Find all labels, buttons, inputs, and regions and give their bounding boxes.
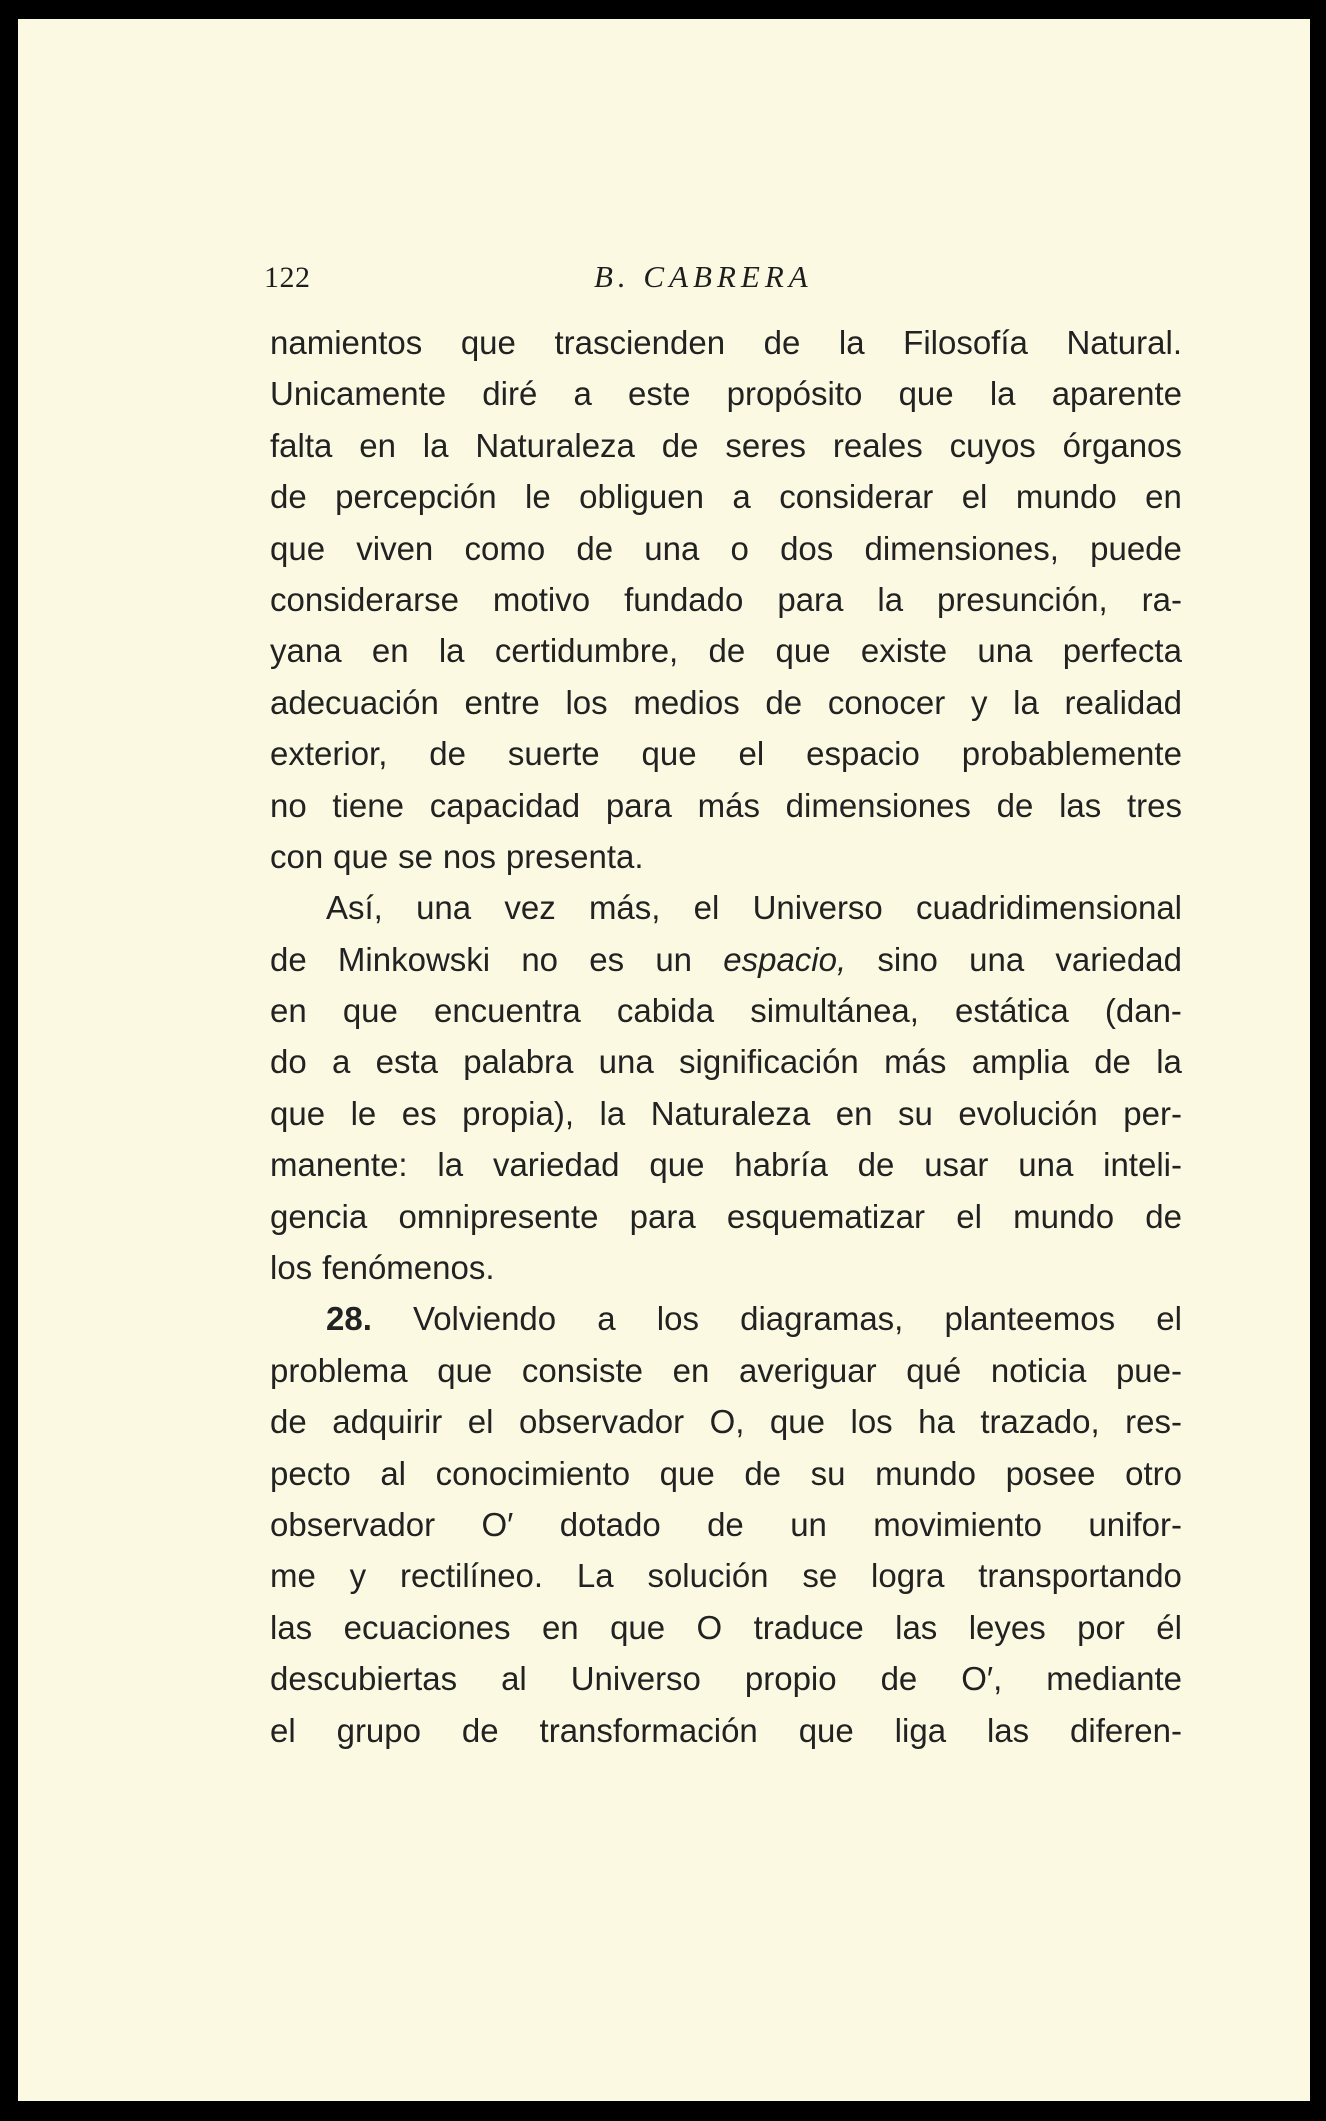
word: suerte <box>507 735 600 773</box>
word: las <box>895 1608 938 1646</box>
word: de <box>1145 1197 1182 1235</box>
word: transportando <box>978 1557 1182 1595</box>
word: Naturaleza <box>650 1094 811 1132</box>
word: espacio <box>806 735 920 773</box>
word: de <box>429 735 467 773</box>
word: problema <box>270 1351 408 1389</box>
word: tiene <box>332 786 404 824</box>
word: otro <box>1125 1454 1182 1492</box>
word: que <box>342 992 398 1030</box>
word: simultánea, <box>750 992 919 1030</box>
word: averiguar <box>738 1351 877 1389</box>
word: trazado, <box>980 1403 1100 1441</box>
word: en <box>371 632 409 670</box>
word: que <box>798 1711 854 1749</box>
text-line <box>270 1293 1182 1344</box>
word: esta <box>375 1043 439 1081</box>
word: Natural. <box>1066 324 1182 361</box>
word: pecto <box>270 1454 351 1492</box>
word: dotado <box>559 1505 661 1543</box>
word: O, <box>709 1403 745 1441</box>
word: de <box>763 324 801 361</box>
word: mundo <box>1013 1197 1115 1235</box>
word: cabida <box>616 992 715 1030</box>
word: posee <box>1005 1454 1096 1492</box>
word: ecuaciones <box>343 1608 511 1646</box>
word <box>326 1293 372 1344</box>
word: usar <box>924 1146 989 1184</box>
word: la <box>1013 683 1039 721</box>
word: vez <box>504 889 556 927</box>
word: Volviendo <box>413 1300 557 1338</box>
word: movimiento <box>873 1505 1043 1543</box>
text-line <box>270 420 1182 471</box>
word: rectilíneo. <box>400 1557 544 1595</box>
word: diagramas, <box>740 1300 904 1338</box>
word: es <box>589 940 625 978</box>
word: se <box>802 1557 838 1595</box>
text-line <box>270 1448 1182 1499</box>
word: estática <box>955 992 1069 1030</box>
body-text <box>270 317 1182 1756</box>
word: pue- <box>1115 1351 1182 1389</box>
word: no <box>521 940 559 978</box>
text-line <box>270 1242 1182 1293</box>
word: do <box>270 1043 307 1081</box>
text-line <box>270 1345 1182 1396</box>
word: la <box>877 580 904 618</box>
word: seres <box>725 426 807 464</box>
word: gencia <box>270 1197 368 1235</box>
text-line <box>270 934 1182 985</box>
word: de <box>707 1505 744 1543</box>
word: en <box>672 1351 710 1389</box>
word: de <box>576 529 614 567</box>
word: y <box>970 683 988 721</box>
text-line <box>270 882 1182 933</box>
word: su <box>898 1094 933 1132</box>
word: de <box>996 786 1034 824</box>
word: conocimiento <box>435 1454 631 1492</box>
word: considerarse <box>270 580 459 618</box>
word: para <box>629 1197 696 1235</box>
word: de <box>461 1711 499 1749</box>
text-line <box>270 368 1182 419</box>
word: Naturaleza <box>475 426 635 464</box>
word: más <box>697 786 760 824</box>
word: de <box>1094 1043 1131 1081</box>
word: planteemos <box>944 1300 1116 1338</box>
page-header <box>264 261 864 301</box>
word: amplia <box>971 1043 1069 1081</box>
text-line <box>270 317 1182 368</box>
word: de <box>270 940 307 978</box>
word: exterior, <box>270 735 388 773</box>
word: realidad <box>1064 683 1182 721</box>
word: La <box>576 1557 614 1595</box>
text-line <box>270 1191 1182 1242</box>
word: adquirir <box>332 1403 443 1441</box>
word: existe <box>860 632 948 670</box>
word: propio <box>744 1660 837 1698</box>
word: en <box>541 1608 579 1646</box>
word: tres <box>1126 786 1182 824</box>
text-line <box>270 1602 1182 1653</box>
word: el <box>693 889 720 927</box>
word: habría <box>734 1146 828 1184</box>
word: espacio, <box>723 940 847 978</box>
word: fenómenos. <box>322 1249 495 1287</box>
word: variedad <box>1055 940 1182 978</box>
text-line <box>270 471 1182 522</box>
word: y <box>349 1557 367 1595</box>
word: mundo <box>1015 478 1117 516</box>
word: presenta. <box>505 837 644 875</box>
word: de <box>744 1454 782 1492</box>
word: el <box>467 1403 494 1441</box>
text-line <box>270 985 1182 1036</box>
text-line <box>270 523 1182 574</box>
word: ra- <box>1141 580 1182 618</box>
word: Filosofía <box>903 324 1028 361</box>
word: los <box>850 1403 893 1441</box>
word: fundado <box>624 580 744 618</box>
word: en <box>835 1094 873 1132</box>
word: falta <box>270 426 333 464</box>
word: de <box>880 1660 918 1698</box>
word: leyes <box>968 1608 1046 1646</box>
word: motivo <box>492 580 591 618</box>
word: O′, <box>961 1660 1003 1698</box>
word: más <box>884 1043 947 1081</box>
word: grupo <box>336 1711 421 1749</box>
word: la <box>599 1094 626 1132</box>
word: conocer <box>827 683 946 721</box>
word: en <box>359 426 396 464</box>
word: los <box>270 1249 313 1287</box>
text-line <box>270 1036 1182 1087</box>
word: nos <box>442 837 497 875</box>
text-line <box>270 574 1182 625</box>
text-line <box>270 625 1182 676</box>
word: que <box>270 1094 326 1132</box>
word: cuadridimensional <box>916 889 1182 927</box>
word: que <box>898 375 954 413</box>
word: me <box>270 1557 316 1595</box>
word: órganos <box>1062 426 1182 464</box>
word: a <box>573 375 592 413</box>
word: noticia <box>990 1351 1087 1389</box>
word: traduce <box>753 1608 864 1646</box>
word: diferen- <box>1070 1711 1182 1749</box>
word: (dan- <box>1104 992 1182 1030</box>
word: palabra <box>463 1043 574 1081</box>
word: una <box>644 529 700 567</box>
word: una <box>416 889 472 927</box>
text-line <box>270 1139 1182 1190</box>
text-line <box>270 1550 1182 1601</box>
word: de <box>765 683 803 721</box>
word: Unicamente <box>270 375 447 413</box>
word: namientos <box>270 324 423 361</box>
word: las <box>986 1711 1030 1749</box>
word: dimensiones, <box>864 529 1059 567</box>
page-number: 122 <box>264 261 311 294</box>
word: los <box>656 1300 699 1338</box>
word: al <box>380 1454 407 1492</box>
word: logra <box>871 1557 945 1595</box>
word: el <box>956 1197 982 1235</box>
word: reales <box>832 426 923 464</box>
word: Universo <box>752 889 883 927</box>
word: dimensiones <box>785 786 971 824</box>
running-head: B. CABRERA <box>594 259 813 294</box>
word: res- <box>1125 1403 1182 1441</box>
word: las <box>1059 786 1102 824</box>
word: él <box>1156 1608 1182 1646</box>
word: las <box>270 1608 313 1646</box>
word: que <box>270 529 326 567</box>
word: la <box>989 375 1016 413</box>
word: que <box>641 735 697 773</box>
word: significación <box>679 1043 859 1081</box>
word: encuentra <box>433 992 581 1030</box>
word: que <box>769 1403 825 1441</box>
text-line <box>270 1705 1182 1756</box>
word: sino <box>877 940 938 978</box>
word: por <box>1077 1608 1125 1646</box>
word: obliguen <box>579 478 704 516</box>
word: probablemente <box>961 735 1182 773</box>
word: que <box>775 632 831 670</box>
word: que <box>437 1351 493 1389</box>
word: trascienden <box>554 324 726 361</box>
word: se <box>398 837 433 875</box>
word: yana <box>270 632 342 670</box>
word: es <box>401 1094 437 1132</box>
word: la <box>838 324 865 361</box>
word: liga <box>894 1711 947 1749</box>
word: no <box>270 786 307 824</box>
word: la <box>438 632 465 670</box>
word: su <box>810 1454 846 1492</box>
word: la <box>1156 1043 1182 1081</box>
word: viven <box>356 529 434 567</box>
word: una <box>1018 1146 1074 1184</box>
section-number: 28. <box>326 1300 372 1338</box>
word: un <box>790 1505 827 1543</box>
text-line <box>270 677 1182 728</box>
word: para <box>777 580 844 618</box>
word: consiste <box>521 1351 643 1389</box>
word: observador <box>518 1403 685 1441</box>
word: como <box>464 529 546 567</box>
word: presunción, <box>937 580 1108 618</box>
word: dos <box>780 529 834 567</box>
word: evolución <box>958 1094 1098 1132</box>
word: aparente <box>1051 375 1182 413</box>
word: en <box>1145 478 1182 516</box>
word: mediante <box>1046 1660 1182 1698</box>
text-line <box>270 1499 1182 1550</box>
word: el <box>270 1711 296 1749</box>
word: mundo <box>875 1454 976 1492</box>
word: propósito <box>726 375 863 413</box>
word: Así, <box>326 889 383 927</box>
word: Minkowski <box>337 940 491 978</box>
word: ha <box>918 1403 955 1441</box>
word: un <box>655 940 693 978</box>
text-line <box>270 1396 1182 1447</box>
word: que <box>659 1454 715 1492</box>
word: unifor- <box>1088 1505 1182 1543</box>
text-line <box>270 1088 1182 1139</box>
word: entre <box>464 683 540 721</box>
word: este <box>628 375 691 413</box>
word: el <box>961 478 988 516</box>
word: O <box>696 1608 723 1646</box>
word: a <box>597 1300 616 1338</box>
word: al <box>501 1660 527 1698</box>
word: una <box>969 940 1025 978</box>
word: o <box>730 529 749 567</box>
word: O′ <box>481 1505 514 1543</box>
text-line <box>270 1653 1182 1704</box>
word: manente: <box>270 1146 408 1184</box>
word: de <box>270 478 307 516</box>
text-line <box>270 831 1182 882</box>
word: puede <box>1090 529 1182 567</box>
text-line <box>270 780 1182 831</box>
word: con <box>270 837 324 875</box>
word: inteli- <box>1103 1146 1182 1184</box>
word: Universo <box>570 1660 701 1698</box>
word: adecuación <box>270 683 439 721</box>
word: medios <box>633 683 740 721</box>
word: de <box>270 1403 307 1441</box>
word: en <box>270 992 307 1030</box>
word: esquematizar <box>726 1197 926 1235</box>
word: variedad <box>492 1146 620 1184</box>
word: el <box>738 735 765 773</box>
word: perfecta <box>1062 632 1182 670</box>
word: la <box>422 426 449 464</box>
word: una <box>977 632 1033 670</box>
word: descubiertas <box>270 1660 458 1698</box>
word: a <box>332 1043 351 1081</box>
word: omnipresente <box>398 1197 599 1235</box>
word: a <box>732 478 751 516</box>
word: de <box>857 1146 895 1184</box>
word: propia), <box>462 1094 574 1132</box>
word: de <box>708 632 746 670</box>
word: que <box>460 324 516 361</box>
word: transformación <box>539 1711 758 1749</box>
word: que <box>649 1146 705 1184</box>
word: el <box>1156 1300 1182 1338</box>
word: los <box>565 683 608 721</box>
word: per- <box>1123 1094 1182 1132</box>
word: la <box>437 1146 464 1184</box>
word: que <box>333 837 389 875</box>
word: que <box>610 1608 666 1646</box>
word: le <box>525 478 551 516</box>
word: observador <box>270 1505 436 1543</box>
word: considerar <box>779 478 934 516</box>
word: más, <box>588 889 661 927</box>
word: una <box>598 1043 654 1081</box>
word: de <box>661 426 699 464</box>
word: percepción <box>335 478 497 516</box>
word: certidumbre, <box>494 632 679 670</box>
word: diré <box>482 375 538 413</box>
word: qué <box>906 1351 962 1389</box>
word: capacidad <box>429 786 581 824</box>
text-line <box>270 728 1182 779</box>
word: cuyos <box>949 426 1036 464</box>
word: le <box>350 1094 377 1132</box>
book-page <box>18 19 1310 2101</box>
word: para <box>605 786 672 824</box>
word: solución <box>647 1557 769 1595</box>
